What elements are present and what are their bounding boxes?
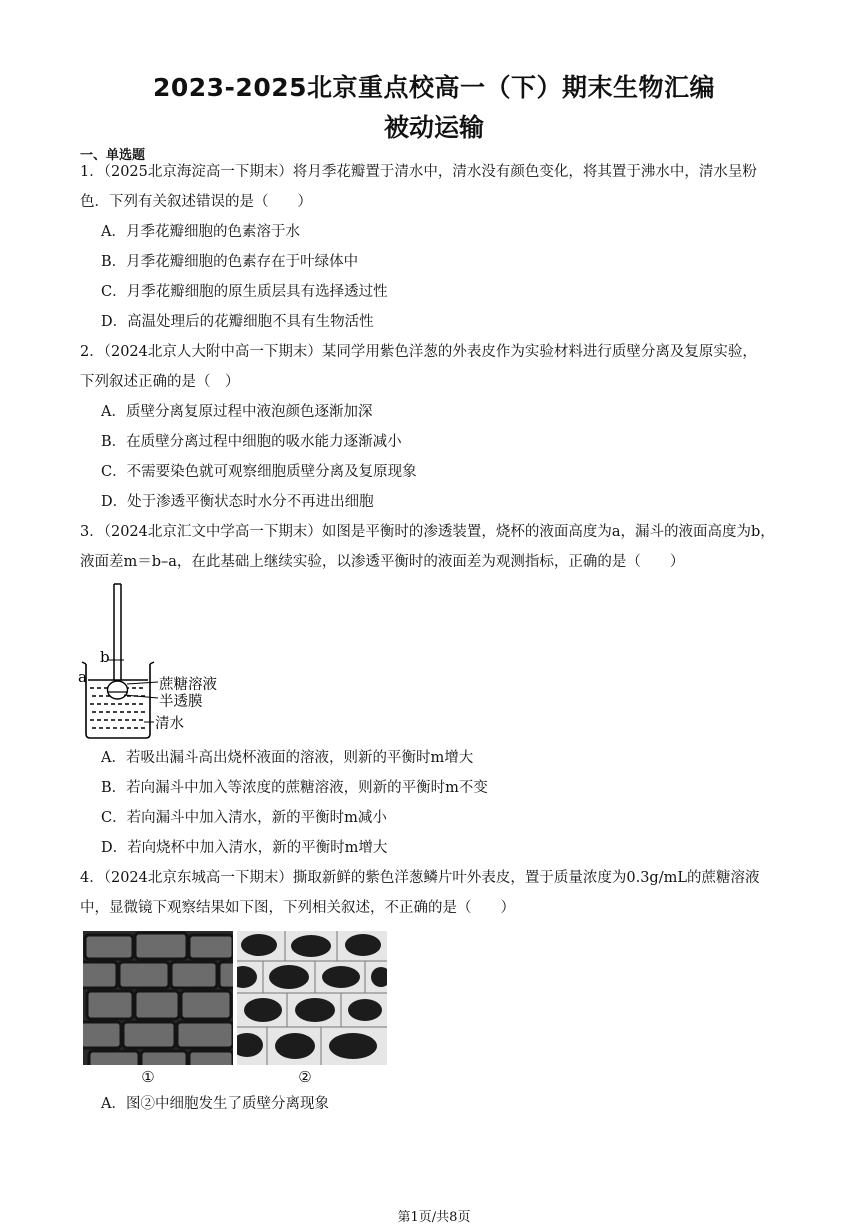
- question-3-option-c: C．若向漏斗中加入清水，新的平衡时m减小: [101, 810, 387, 826]
- question-4-line-2: 中，显微镜下观察结果如下图，下列相关叙述，不正确的是（ ）: [80, 900, 515, 916]
- question-2-line-2: 下列叙述正确的是（ ）: [80, 374, 240, 390]
- document-title: 2023-2025北京重点校高一（下）期末生物汇编: [152, 73, 716, 102]
- question-1-option-a: A．月季花瓣细胞的色素溶于水: [101, 224, 300, 240]
- question-2-option-b: B．在质壁分离过程中细胞的吸水能力逐渐减小: [101, 434, 402, 450]
- question-3-option-b: B．若向漏斗中加入等浓度的蔗糖溶液，则新的平衡时m不变: [101, 780, 488, 796]
- question-2-option-d: D．处于渗透平衡状态时水分不再进出细胞: [101, 494, 374, 510]
- label-semipermeable-membrane: 半透膜: [159, 694, 203, 710]
- question-3-option-d: D．若向烧杯中加入清水，新的平衡时m增大: [101, 840, 388, 856]
- micrograph-1-caption: ①: [141, 1068, 155, 1086]
- question-1-option-c: C．月季花瓣细胞的原生质层具有选择透过性: [101, 284, 388, 300]
- question-4-line-1: 4．（2024北京东城高一下期末）撕取新鲜的紫色洋葱鳞片叶外表皮，置于质量浓度为0.3g/mL的蔗糖溶液: [80, 870, 760, 886]
- page-footer: 第1页/共8页: [397, 1210, 471, 1225]
- osmosis-apparatus-diagram: [78, 582, 238, 742]
- label-sucrose-solution: 蔗糖溶液: [159, 677, 217, 693]
- label-a: a: [78, 668, 87, 686]
- micrograph-plasmolysed-cells: [237, 931, 387, 1065]
- question-2-option-a: A．质壁分离复原过程中液泡颜色逐渐加深: [101, 404, 373, 420]
- question-4-option-a: A．图②中细胞发生了质壁分离现象: [101, 1096, 329, 1112]
- section-heading: 一、单选题: [80, 148, 146, 163]
- question-2-option-c: C．不需要染色就可观察细胞质壁分离及复原现象: [101, 464, 417, 480]
- question-3-option-a: A．若吸出漏斗高出烧杯液面的溶液，则新的平衡时m增大: [101, 750, 474, 766]
- question-1-line-1: 1．（2025北京海淀高一下期末）将月季花瓣置于清水中，清水没有颜色变化，将其置于沸水中，清水呈粉: [80, 164, 757, 180]
- question-2-line-1: 2．（2024北京人大附中高一下期末）某同学用紫色洋葱的外表皮作为实验材料进行质壁分离及复原实验，: [80, 344, 757, 360]
- question-1-option-b: B．月季花瓣细胞的色素存在于叶绿体中: [101, 254, 359, 270]
- label-clear-water: 清水: [155, 716, 184, 732]
- question-1-option-d: D．高温处理后的花瓣细胞不具有生物活性: [101, 314, 374, 330]
- document-subtitle: 被动运输: [383, 113, 484, 142]
- question-3-line-1: 3．（2024北京汇文中学高一下期末）如图是平衡时的渗透装置，烧杯的液面高度为a，漏斗的液面高度为b，: [80, 524, 775, 540]
- micrograph-normal-cells: [83, 931, 233, 1065]
- question-1-line-2: 色．下列有关叙述错误的是（ ）: [80, 194, 312, 210]
- micrograph-2-caption: ②: [298, 1068, 312, 1086]
- label-b: b: [100, 648, 110, 666]
- question-3-line-2: 液面差m＝b–a，在此基础上继续实验，以渗透平衡时的液面差为观测指标，正确的是（ ）: [80, 554, 685, 570]
